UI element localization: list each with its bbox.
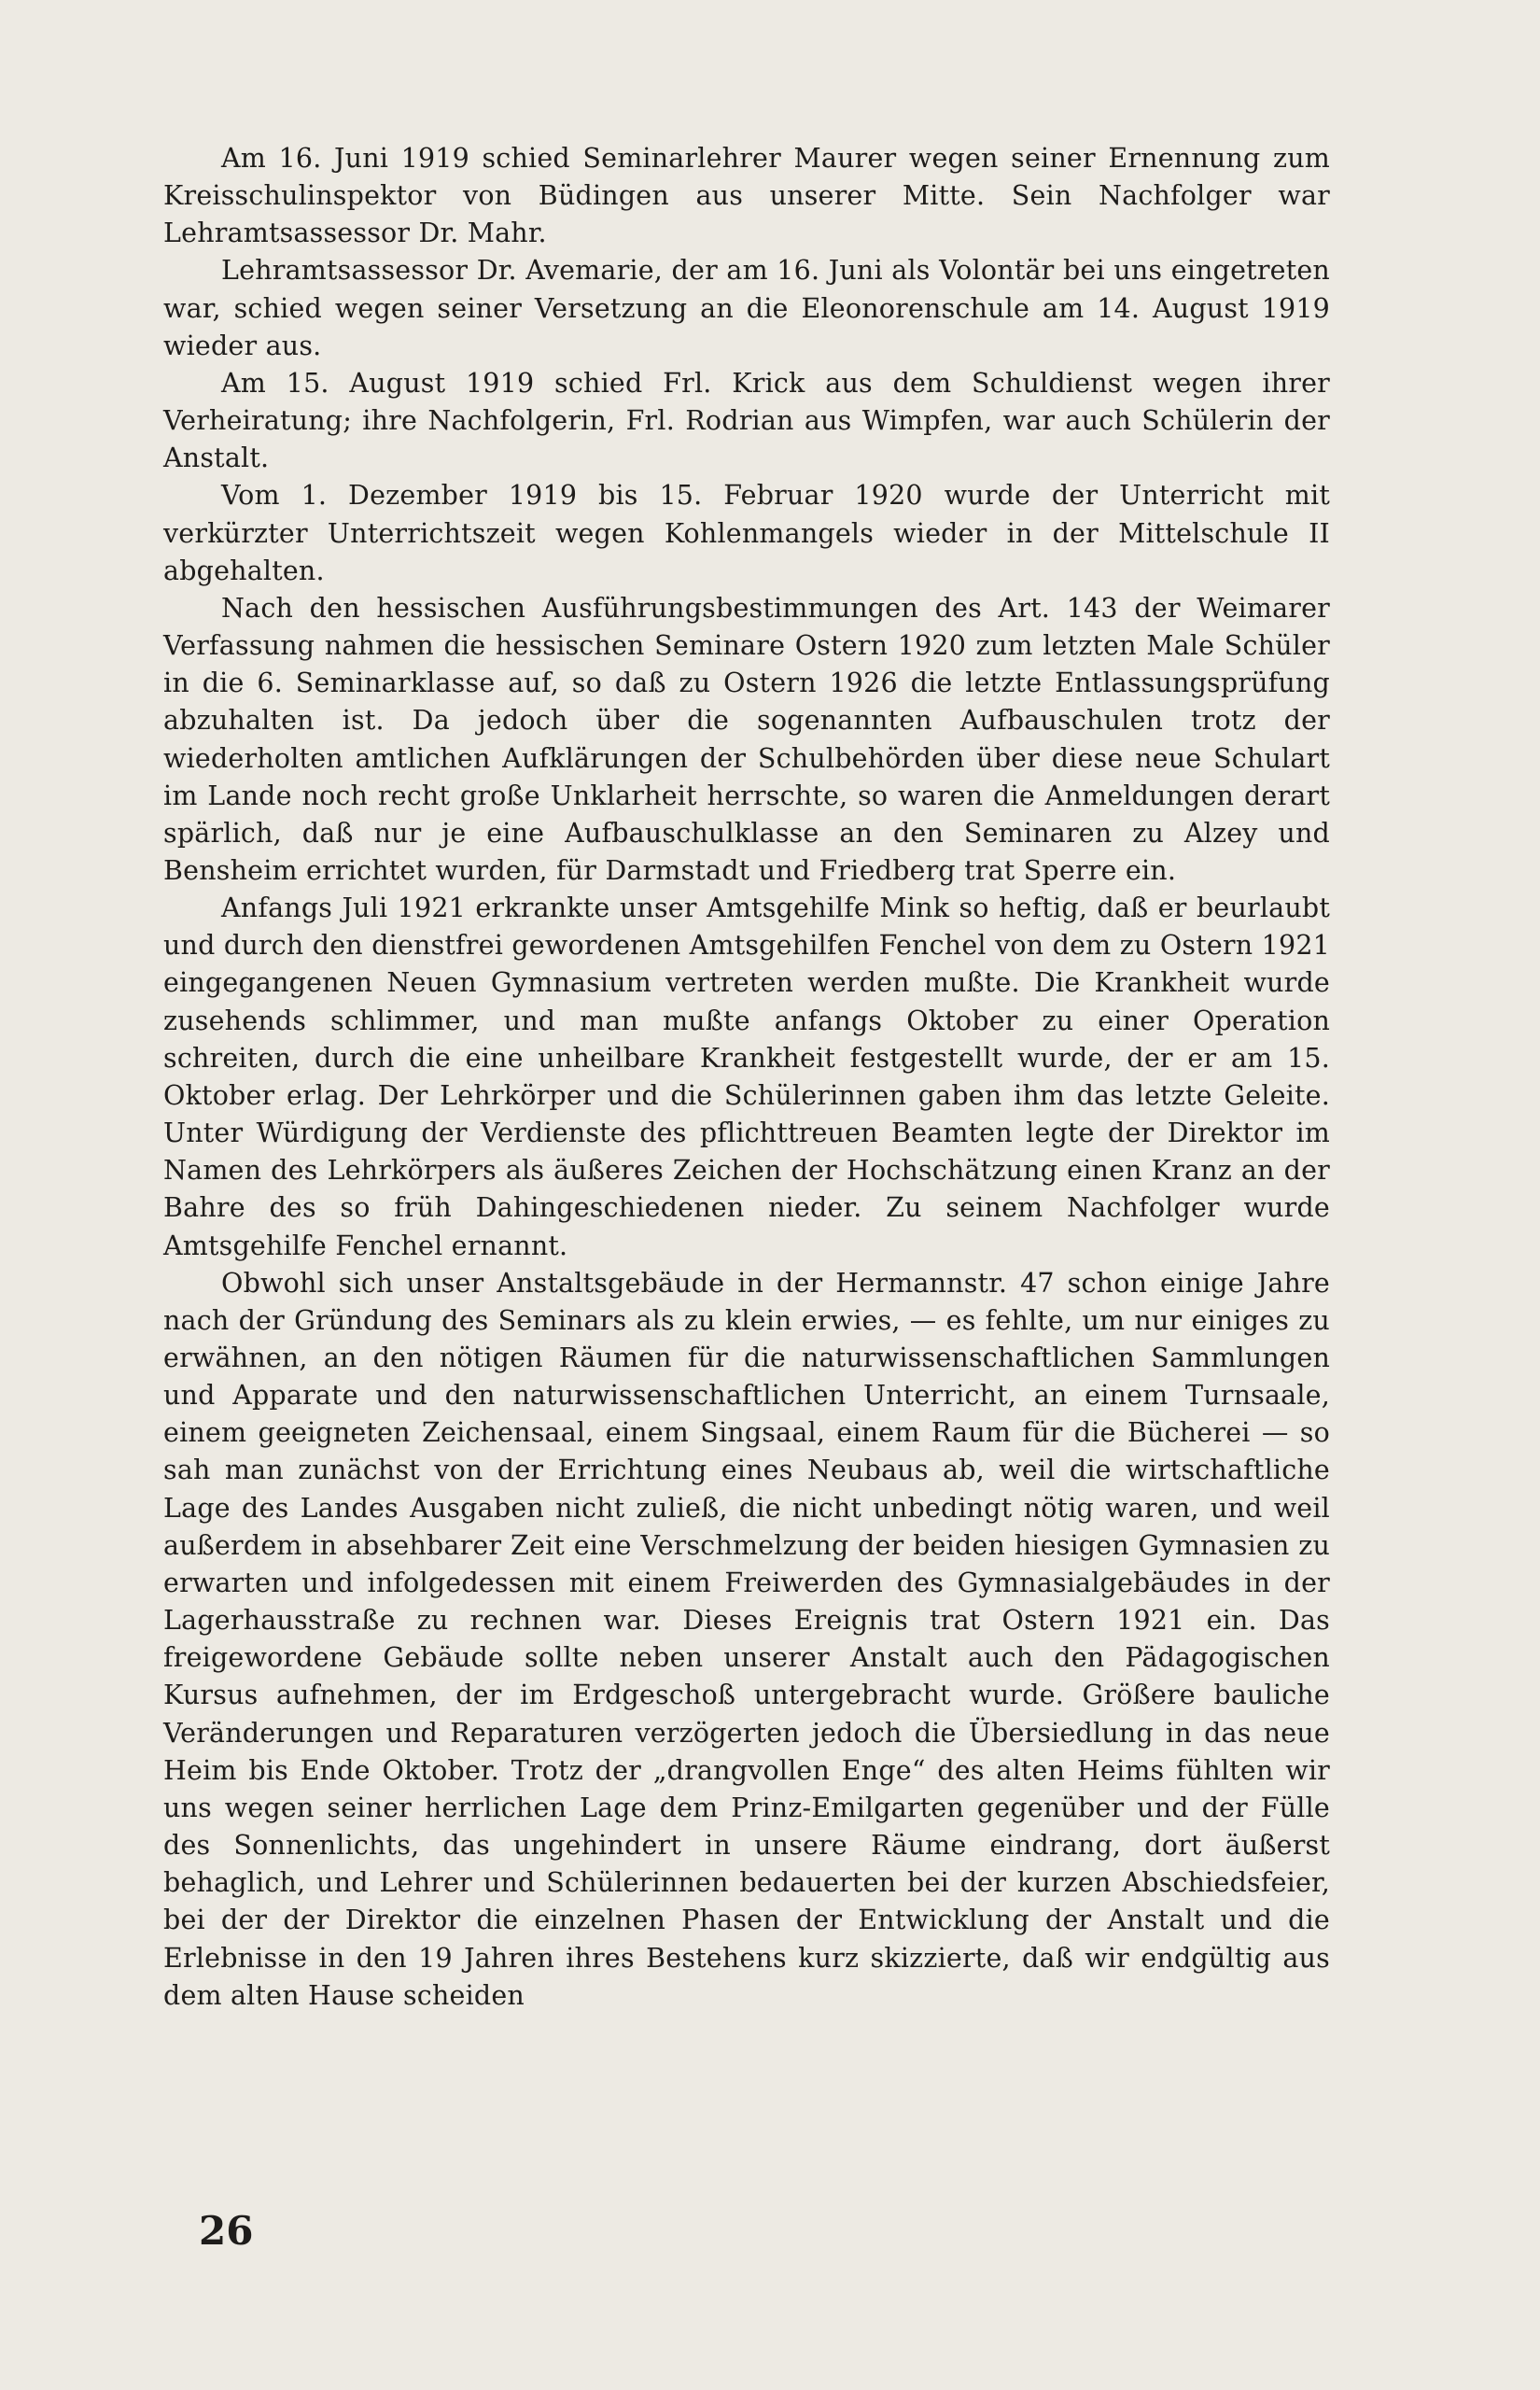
paragraph-7: Obwohl sich unser Anstaltsgebäude in der Hermannstr. 47 schon einige Jahre nach der Gründung des Seminars als zu klein erwies, — es fehlte, um nur einiges zu erwähnen, an den nötigen Räumen für die naturwissenschaftlichen Sammlungen und Apparate und den naturwissenschaftlichen Unterricht, an einem Turnsaale, einem geeigneten Zeichensaal, einem Singsaal, einem Raum für die Bücherei — so sah man zunächst von der Errichtung eines Neubaus ab, weil die wirtschaftliche Lage des Landes Ausgaben nicht zuließ, die nicht unbedingt nötig waren, und weil außerdem in absehbarer Zeit eine Verschmelzung der beiden hiesigen Gymnasien zu erwarten und infolgedessen mit einem Freiwerden des Gymnasialgebäudes in der Lagerhausstraße zu rechnen war. Dieses Ereignis trat Ostern 1921 ein. Das freigewordene Gebäude sollte neben unserer Anstalt auch den Pädagogischen Kursus aufnehmen, der im Erdgeschoß untergebracht wurde. Größere bauliche Veränderungen und Reparaturen verzögerten jedoch die Übersiedlung in das neue Heim bis Ende Oktober. Trotz der „drangvollen Enge“ des alten Heims fühlten wir uns wegen seiner herrlichen Lage dem Prinz-Emilgarten gegenüber und der Fülle des Sonnenlichts, das ungehindert in unsere Räume eindrang, dort äußerst behaglich, und Lehrer und Schülerinnen bedauerten bei der kurzen Abschiedsfeier, bei der der Direktor die einzelnen Phasen der Entwicklung der Anstalt und die Erlebnisse in den 19 Jahren ihres Bestehens kurz skizzierte, daß wir endgültig aus dem alten Hause scheiden (163, 1267, 1330, 2011)
paragraph-3: Am 15. August 1919 schied Frl. Krick aus dem Schuldienst wegen ihrer Verheiratung; ihre Nachfolgerin, Frl. Rodrian aus Wimpfen, war auch Schülerin der Anstalt. (163, 367, 1330, 474)
paragraph-4: Vom 1. Dezember 1919 bis 15. Februar 1920 wurde der Unterricht mit verkürzter Unterrichtszeit wegen Kohlenmangels wieder in der Mittelschule II abgehalten. (163, 480, 1330, 586)
paragraph-6: Anfangs Juli 1921 erkrankte unser Amtsgehilfe Mink so heftig, daß er beurlaubt und durch den dienstfrei gewordenen Amtsgehilfen Fenchel von dem zu Ostern 1921 eingegangenen Neuen Gymnasium vertreten werden mußte. Die Krankheit wurde zusehends schlimmer, und man mußte anfangs Oktober zu einer Operation schreiten, durch die eine unheilbare Krankheit festgestellt wurde, der er am 15. Oktober erlag. Der Lehrkörper und die Schülerinnen gaben ihm das letzte Geleite. Unter Würdigung der Verdienste des pflichttreuen Beamten legte der Direktor im Namen des Lehrkörpers als äußeres Zeichen der Hochschätzung einen Kranz an der Bahre des so früh Dahingeschiedenen nieder. Zu seinem Nachfolger wurde Amtsgehilfe Fenchel ernannt. (163, 893, 1330, 1261)
body-text (163, 140, 1330, 2015)
paragraph-2: Lehramtsassessor Dr. Avemarie, der am 16. Juni als Volontär bei uns eingetreten war, schied wegen seiner Versetzung an die Eleonorenschule am 14. August 1919 wieder aus. (163, 255, 1330, 361)
page-number: 26 (199, 2208, 254, 2254)
paragraph-5: Nach den hessischen Ausführungsbestimmungen des Art. 143 der Weimarer Verfassung nahmen die hessischen Seminare Ostern 1920 zum letzten Male Schüler in die 6. Seminarklasse auf, so daß zu Ostern 1926 die letzte Entlassungsprüfung abzuhalten ist. Da jedoch über die sogenannten Aufbauschulen trotz der wiederholten amtlichen Aufklärungen der Schulbehörden über diese neue Schulart im Lande noch recht große Unklarheit herrschte, so waren die Anmeldungen derart spärlich, daß nur je eine Aufbauschulklasse an den Seminaren zu Alzey und Bensheim errichtet wurden, für Darmstadt und Friedberg trat Sperre ein. (163, 592, 1330, 886)
paragraph-1: Am 16. Juni 1919 schied Seminarlehrer Maurer wegen seiner Ernennung zum Kreisschulinspektor von Büdingen aus unserer Mitte. Sein Nachfolger war Lehramtsassessor Dr. Mahr. (163, 143, 1330, 249)
